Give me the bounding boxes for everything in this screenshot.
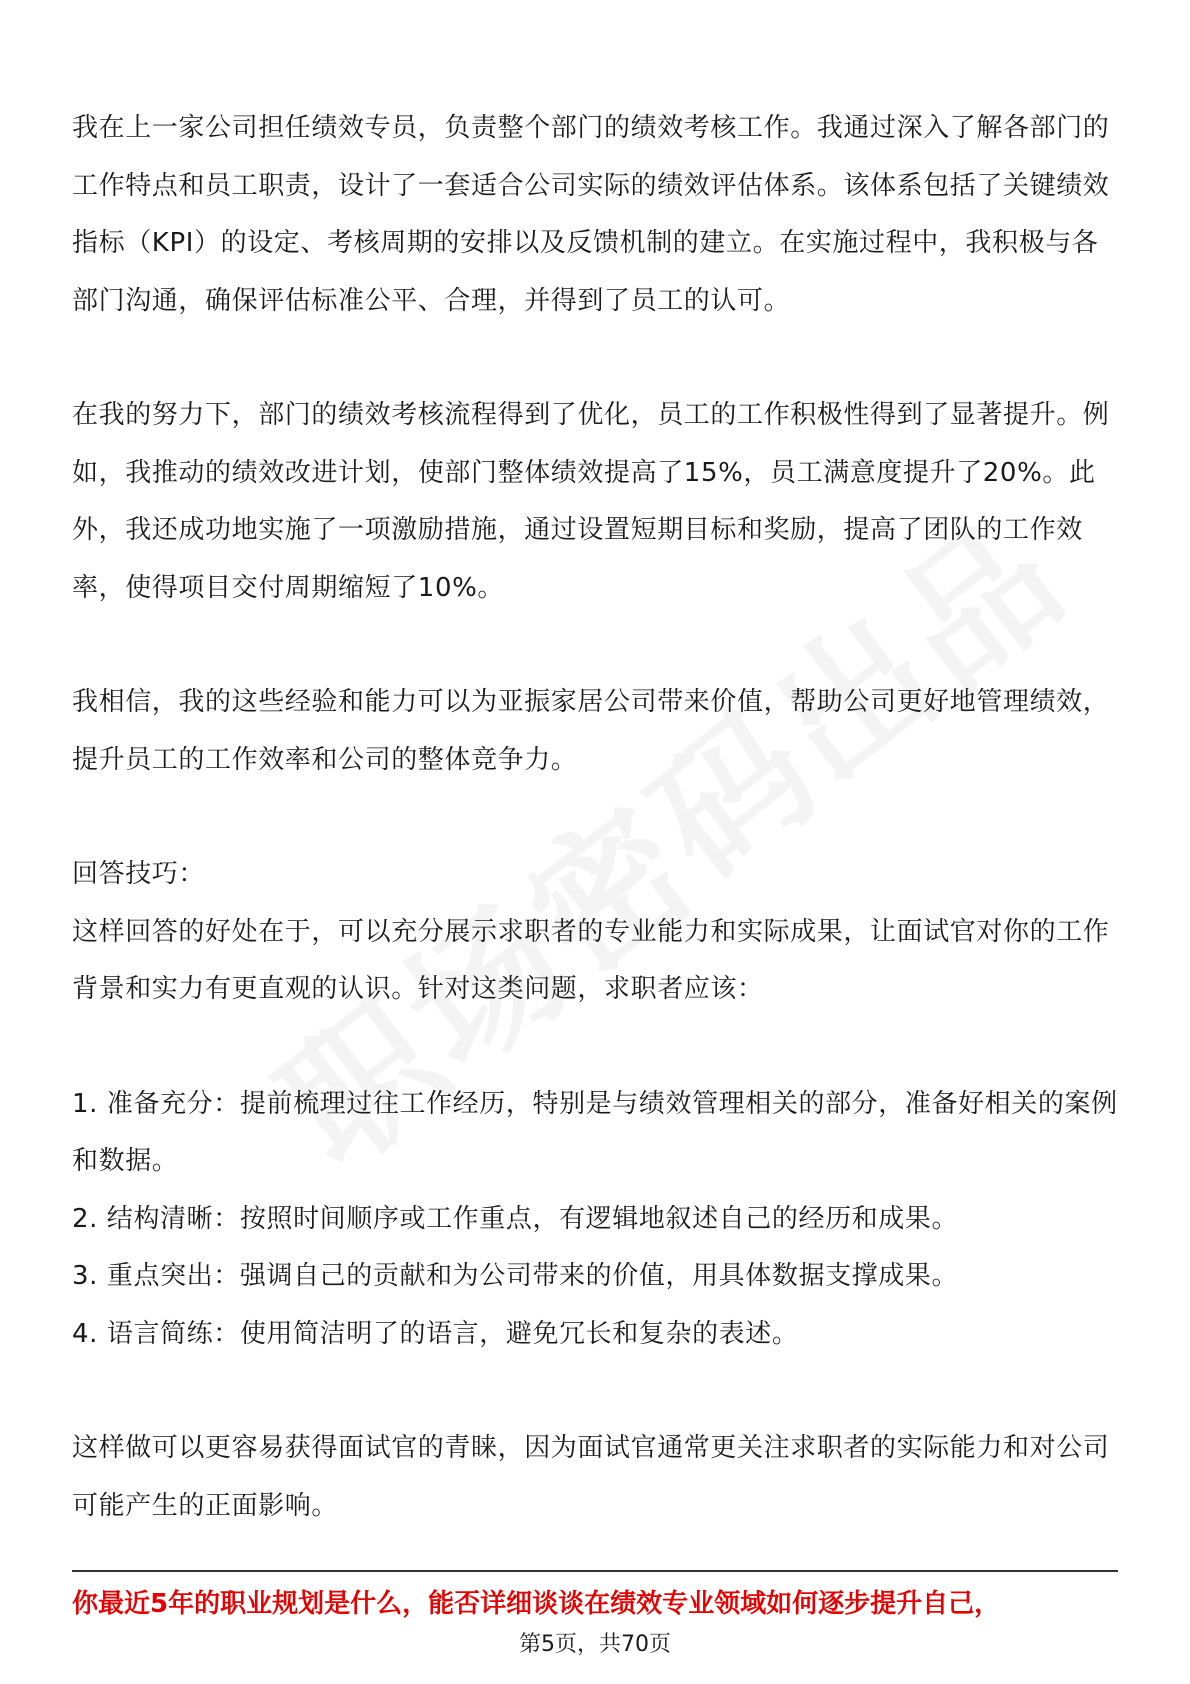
paragraph-conclusion: 这样做可以更容易获得面试官的青睐，因为面试官通常更关注求职者的实际能力和对公司可能产生的正面影响。 bbox=[72, 1433, 1110, 1521]
paragraph-gap bbox=[72, 789, 1118, 846]
paragraph-gap bbox=[72, 1363, 1118, 1420]
document-body bbox=[72, 100, 1118, 1535]
paragraph-value: 我相信，我的这些经验和能力可以为亚振家居公司带来价值，帮助公司更好地管理绩效，提升员工的工作效率和公司的整体竞争力。 bbox=[72, 687, 1110, 775]
tips-intro: 这样回答的好处在于，可以充分展示求职者的专业能力和实际成果，让面试官对你的工作背景和实力有更直观的认识。针对这类问题，求职者应该： bbox=[72, 916, 1110, 1004]
paragraph-gap bbox=[72, 1019, 1118, 1076]
list-item: 2. 结构清晰：按照时间顺序或工作重点，有逻辑地叙述自己的经历和成果。 bbox=[72, 1203, 959, 1234]
next-question-heading: 你最近5年的职业规划是什么，能否详细谈谈在绩效专业领域如何逐步提升自己， bbox=[72, 1589, 1001, 1619]
list-item: 4. 语言简练：使用简洁明了的语言，避免冗长和复杂的表述。 bbox=[72, 1318, 799, 1349]
paragraph-gap bbox=[72, 330, 1118, 387]
paragraph-gap bbox=[72, 617, 1118, 674]
divider bbox=[72, 1570, 1118, 1572]
tips-list bbox=[72, 1076, 1118, 1364]
tips-heading: 回答技巧： bbox=[72, 859, 206, 889]
list-item: 1. 准备充分：提前梳理过往工作经历，特别是与绩效管理相关的部分，准备好相关的案例和数据。 bbox=[72, 1088, 1118, 1176]
page-number: 第5页，共70页 bbox=[519, 1632, 671, 1657]
paragraph-experience: 我在上一家公司担任绩效专员，负责整个部门的绩效考核工作。我通过深入了解各部门的工作特点和员工职责，设计了一套适合公司实际的绩效评估体系。该体系包括了关键绩效指标（KPI）的设定、考核周期的安排以及反馈机制的建立。在实施过程中，我积极与各部门沟通，确保评估标准公平、合理，并得到了员工的认可。 bbox=[72, 113, 1110, 316]
paragraph-results: 在我的努力下，部门的绩效考核流程得到了优化，员工的工作积极性得到了显著提升。例如，我推动的绩效改进计划，使部门整体绩效提高了15%，员工满意度提升了20%。此外，我还成功地实施了一项激励措施，通过设置短期目标和奖励，提高了团队的工作效率，使得项目交付周期缩短了10%。 bbox=[72, 400, 1110, 603]
list-item: 3. 重点突出：强调自己的贡献和为公司带来的价值，用具体数据支撑成果。 bbox=[72, 1261, 959, 1291]
